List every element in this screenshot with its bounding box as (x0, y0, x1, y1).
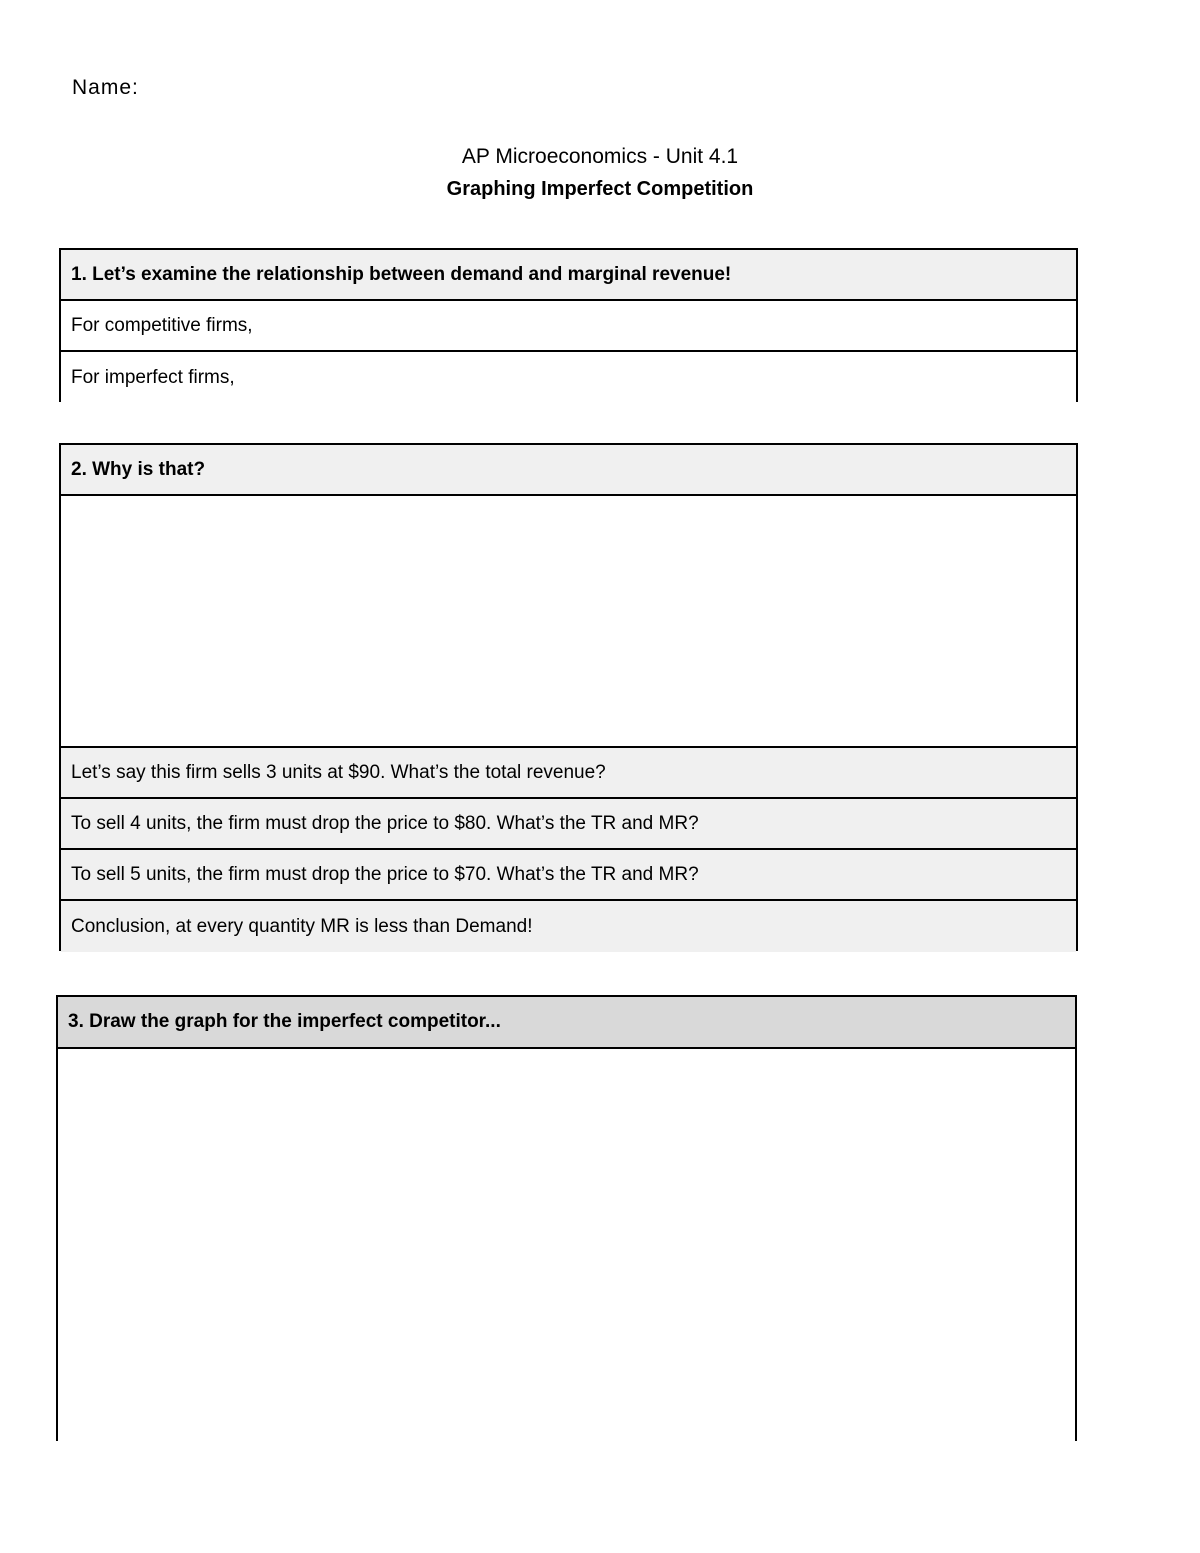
section-2-table (59, 443, 1078, 951)
section-1-table (59, 248, 1078, 402)
section-2-row-4-units: To sell 4 units, the firm must drop the price to $80. What’s the TR and MR? (61, 799, 1076, 850)
section-2-row-3-units: Let’s say this firm sells 3 units at $90. What’s the total revenue? (61, 748, 1076, 799)
section-1-heading: 1. Let’s examine the relationship between demand and marginal revenue! (61, 250, 1076, 301)
section-3-table (56, 995, 1077, 1441)
title-block (0, 142, 1200, 206)
section-2-answer-area (61, 496, 1076, 748)
name-label: Name: (72, 76, 139, 99)
section-2-row-conclusion: Conclusion, at every quantity MR is less than Demand! (61, 901, 1076, 952)
section-3-heading: 3. Draw the graph for the imperfect competitor... (58, 997, 1075, 1049)
page-subtitle: Graphing Imperfect Competition (446, 178, 754, 200)
section-2-row-5-units: To sell 5 units, the firm must drop the price to $70. What’s the TR and MR? (61, 850, 1076, 901)
section-2-heading: 2. Why is that? (61, 445, 1076, 496)
page-title: AP Microeconomics - Unit 4.1 (461, 145, 739, 168)
section-1-row-competitive: For competitive firms, (61, 301, 1076, 352)
section-1-row-imperfect: For imperfect firms, (61, 352, 1076, 403)
section-3-drawing-area (58, 1049, 1075, 1443)
